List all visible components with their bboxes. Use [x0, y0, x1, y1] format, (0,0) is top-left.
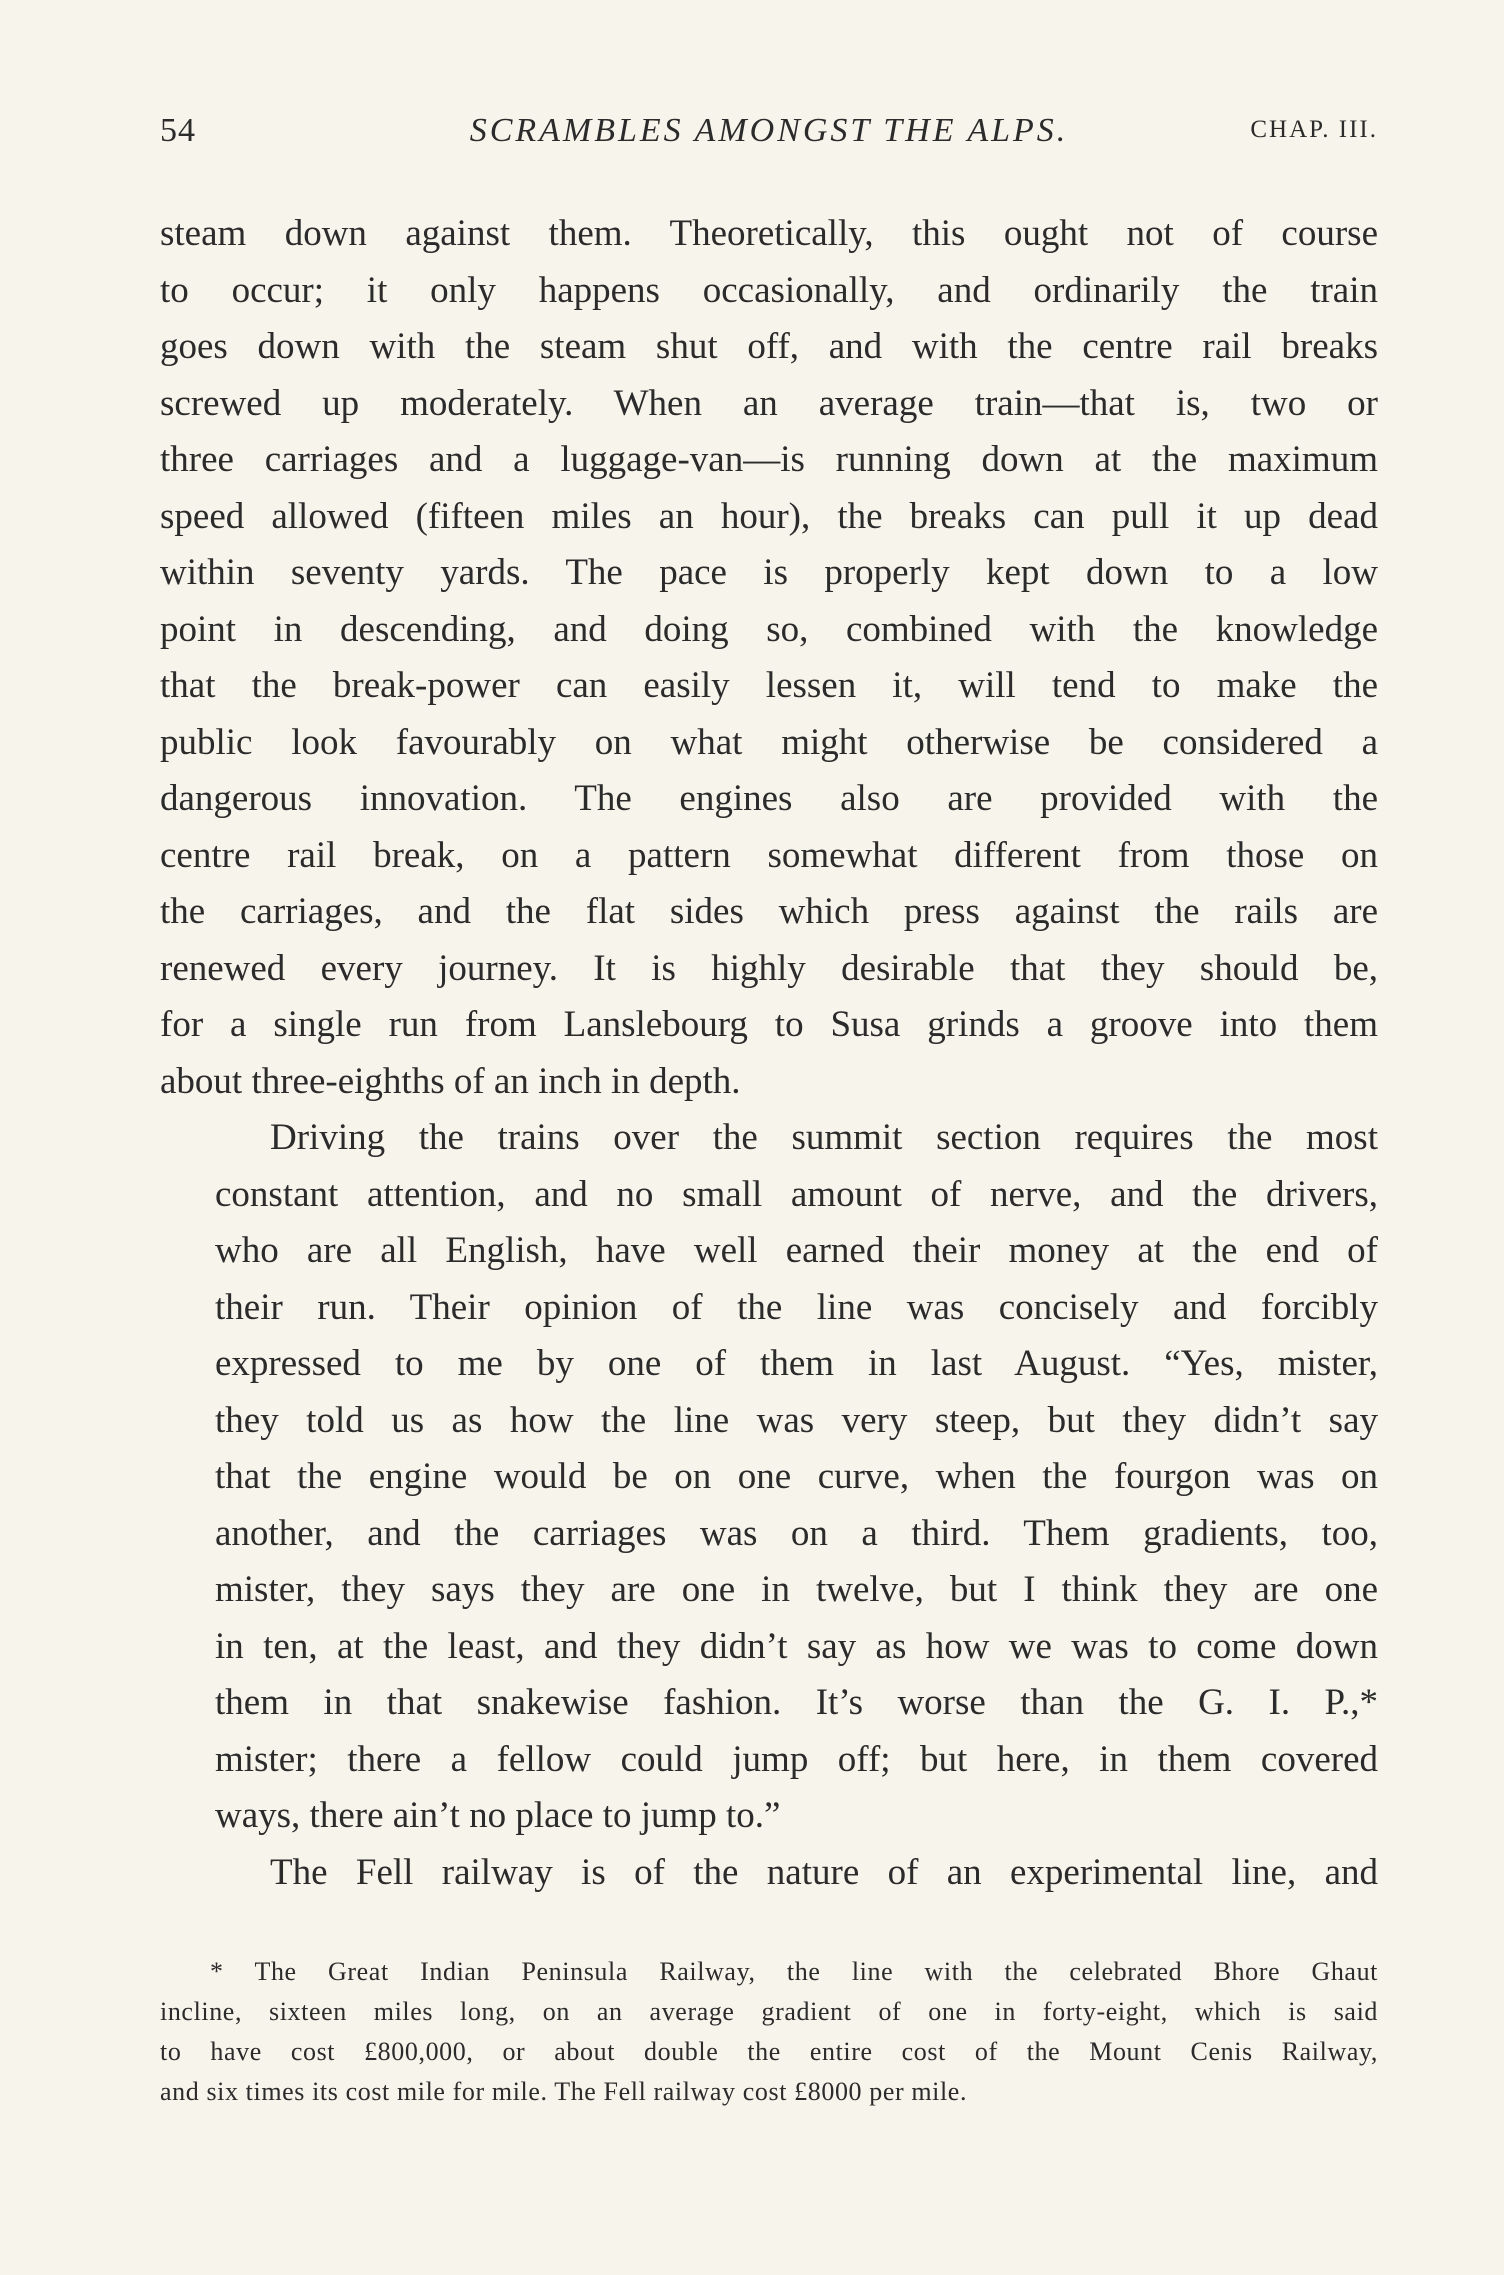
paragraph	[160, 1845, 1378, 1902]
text-line: their run. Their opinion of the line was concisely and forcibly	[215, 1286, 1378, 1328]
footnote	[160, 1952, 1378, 2112]
text-line: they told us as how the line was very steep, but they didn’t say	[215, 1399, 1378, 1441]
text-line: mister; there a fellow could jump off; but here, in them covered	[215, 1738, 1378, 1780]
footnote-line: to have cost £800,000, or about double the entire cost of the Mount Cenis Railway,	[160, 2037, 1378, 2066]
text-line: about three-eighths of an inch in depth.	[160, 1060, 741, 1102]
text-line: screwed up moderately. When an average train—that is, two or	[160, 382, 1378, 424]
footnote-line: * The Great Indian Peninsula Railway, the line with the celebrated Bhore Ghaut	[210, 1957, 1378, 1986]
text-line: renewed every journey. It is highly desirable that they should be,	[160, 947, 1378, 989]
page-number: 54	[160, 112, 196, 149]
text-line: that the engine would be on one curve, when the fourgon was on	[215, 1456, 1378, 1497]
text-line: goes down with the steam shut off, and with the centre rail breaks	[160, 326, 1378, 367]
text-line: another, and the carriages was on a third. Them gradients, too,	[215, 1512, 1378, 1554]
text-line: centre rail break, on a pattern somewhat different from those on	[160, 834, 1378, 876]
text-line: for a single run from Lanslebourg to Susa grinds a groove into them	[160, 1004, 1378, 1045]
running-title: SCRAMBLES AMONGST THE ALPS.	[469, 112, 1069, 149]
text-line: them in that snakewise fashion. It’s worse than the G. I. P.,*	[215, 1682, 1378, 1723]
paragraph	[160, 1110, 1378, 1845]
chapter-label: CHAP. III.	[1250, 116, 1378, 143]
text-line: dangerous innovation. The engines also are provided with the	[160, 778, 1378, 819]
text-line: ways, there ain’t no place to jump to.”	[215, 1795, 781, 1836]
text-line: in ten, at the least, and they didn’t say as how we was to come down	[215, 1625, 1378, 1667]
text-line: The Fell railway is of the nature of an experimental line, and	[270, 1851, 1378, 1893]
text-line: within seventy yards. The pace is properly kept down to a low	[160, 552, 1378, 593]
text-line: three carriages and a luggage-van—is running down at the maximum	[160, 439, 1378, 480]
text-line: speed allowed (fifteen miles an hour), the breaks can pull it up dead	[160, 495, 1378, 537]
text-line: expressed to me by one of them in last August. “Yes, mister,	[215, 1343, 1378, 1384]
text-line: that the break-power can easily lessen it, will tend to make the	[160, 665, 1378, 706]
text-line: public look favourably on what might otherwise be considered a	[160, 721, 1378, 763]
text-line: the carriages, and the flat sides which press against the rails are	[160, 891, 1378, 932]
footnote-line: incline, sixteen miles long, on an average gradient of one in forty-eight, which is said	[160, 1997, 1378, 2026]
text-line: to occur; it only happens occasionally, and ordinarily the train	[160, 269, 1378, 311]
text-line: who are all English, have well earned their money at the end of	[215, 1230, 1378, 1271]
page-header	[160, 112, 1378, 162]
text-line: Driving the trains over the summit section requires the most	[270, 1117, 1378, 1158]
body-text	[160, 206, 1378, 1901]
text-line: constant attention, and no small amount of nerve, and the drivers,	[215, 1173, 1378, 1215]
text-line: point in descending, and doing so, combined with the knowledge	[160, 608, 1378, 650]
text-line: steam down against them. Theoretically, this ought not of course	[160, 213, 1378, 254]
text-line: mister, they says they are one in twelve, but I think they are one	[215, 1569, 1378, 1610]
paragraph	[160, 206, 1378, 1110]
footnote-line: and six times its cost mile for mile. The Fell railway cost £8000 per mile.	[160, 2077, 968, 2106]
